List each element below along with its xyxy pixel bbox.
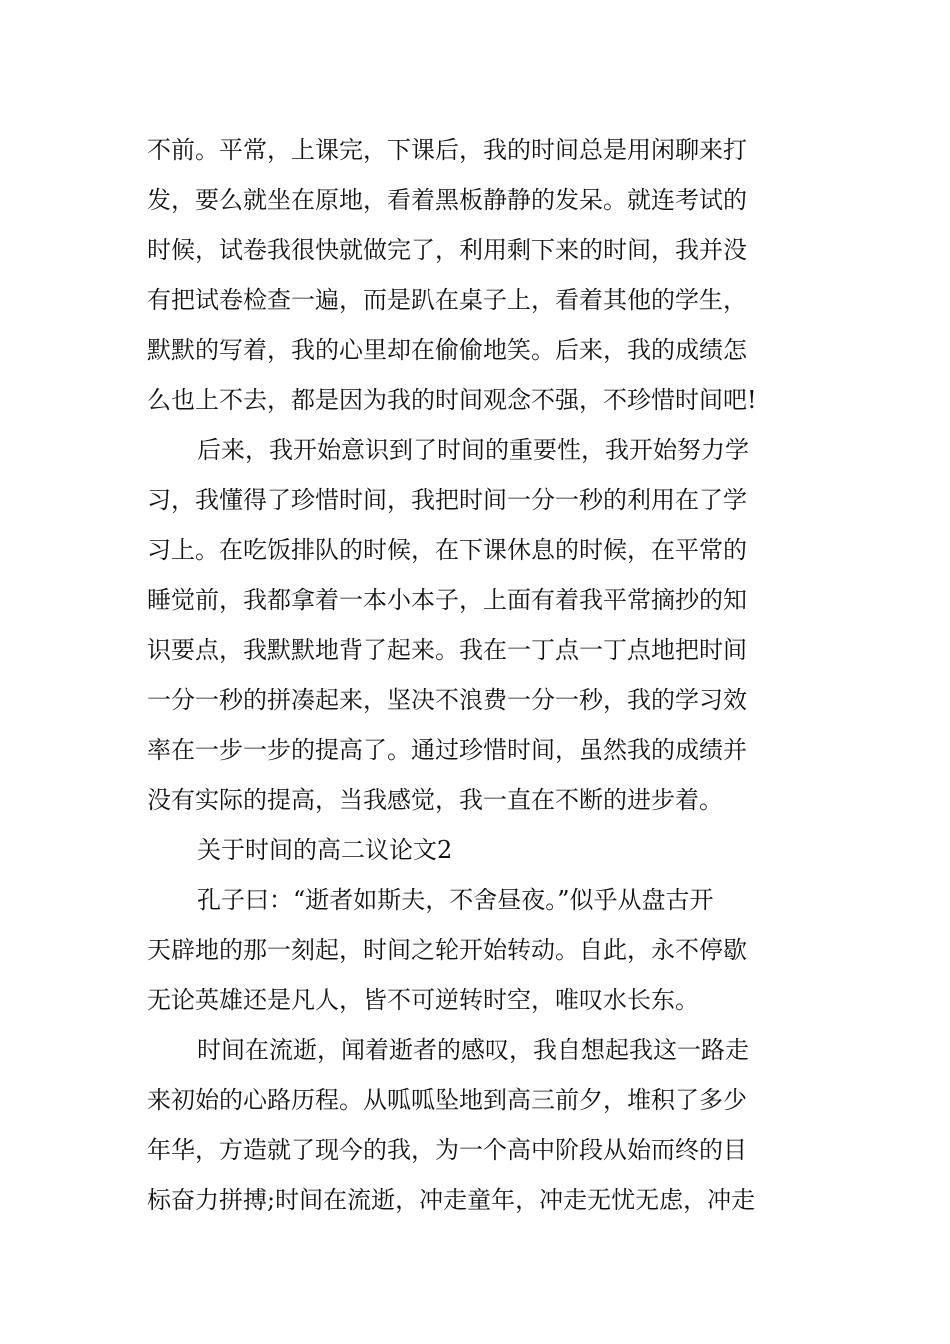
text-line: 不前。平常，上课完，下课后，我的时间总是用闲聊来打 [147, 136, 747, 164]
text-line: 来初始的心路历程。从呱呱坠地到高三前夕，堆积了多少 [147, 1086, 747, 1114]
section-heading [147, 825, 817, 875]
document-body [147, 125, 817, 1225]
heading-line: 关于时间的高二议论文2 [197, 836, 453, 864]
text-line: 孔子曰：“逝者如斯夫，不舍昼夜。”似乎从盘古开 [197, 886, 714, 914]
text-line: 没有实际的提高，当我感觉，我一直在不断的进步着。 [147, 786, 723, 814]
text-line: 标奋力拼搏;时间在流逝，冲走童年，冲走无忧无虑，冲走 [147, 1186, 756, 1214]
text-line: 后来，我开始意识到了时间的重要性，我开始努力学 [197, 436, 749, 464]
text-line: 习上。在吃饭排队的时候，在下课休息的时候，在平常的 [147, 536, 747, 564]
text-line: 时候，试卷我很快就做完了，利用剩下来的时间，我并没 [147, 236, 747, 264]
text-line: 无论英雄还是凡人，皆不可逆转时空，唯叹水长东。 [147, 986, 699, 1014]
text-line: 默默的写着，我的心里却在偷偷地笑。后来，我的成绩怎 [147, 336, 747, 364]
text-line: 时间在流逝，闻着逝者的感叹，我自想起我这一路走 [197, 1036, 749, 1064]
text-line: 识要点，我默默地背了起来。我在一丁点一丁点地把时间 [147, 636, 747, 664]
paragraph-2 [147, 425, 817, 825]
text-line: 有把试卷检查一遍，而是趴在桌子上，看着其他的学生， [147, 286, 747, 314]
text-line: 习，我懂得了珍惜时间，我把时间一分一秒的利用在了学 [147, 486, 747, 514]
text-line: 发，要么就坐在原地，看着黑板静静的发呆。就连考试的 [147, 186, 747, 214]
paragraph-1 [147, 125, 817, 425]
text-line: 率在一步一步的提高了。通过珍惜时间，虽然我的成绩并 [147, 736, 747, 764]
text-line: 么也上不去，都是因为我的时间观念不强，不珍惜时间吧! [147, 386, 757, 414]
text-line: 睡觉前，我都拿着一本小本子，上面有着我平常摘抄的知 [147, 586, 747, 614]
text-line: 一分一秒的拼凑起来，坚决不浪费一分一秒，我的学习效 [147, 686, 747, 714]
text-line: 天辟地的那一刻起，时间之轮开始转动。自此，永不停歇 [147, 936, 747, 964]
paragraph-4 [147, 1025, 817, 1225]
paragraph-3 [147, 875, 817, 1025]
text-line: 年华，方造就了现今的我，为一个高中阶段从始而终的目 [147, 1136, 747, 1164]
